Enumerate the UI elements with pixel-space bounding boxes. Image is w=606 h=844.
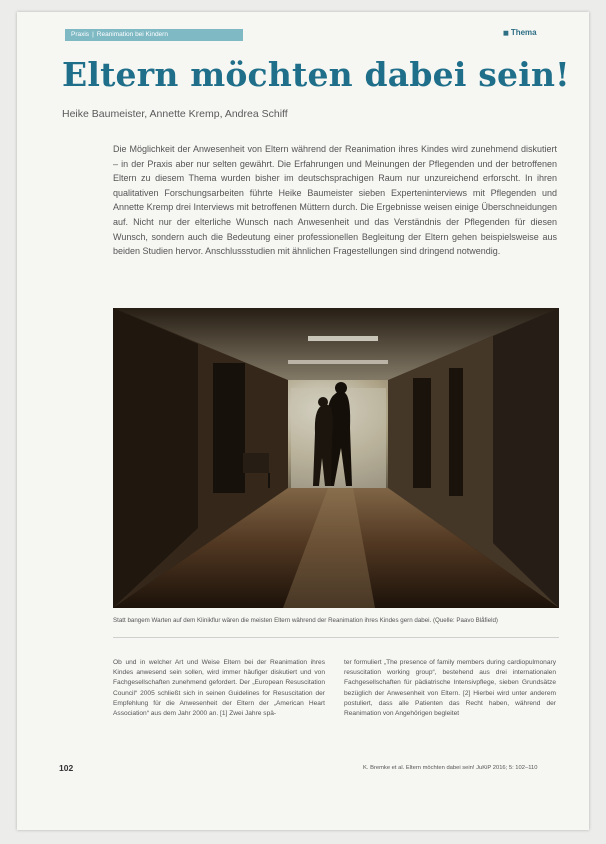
topic-label xyxy=(503,28,537,37)
topic-text: Thema xyxy=(510,28,537,37)
section-tag[interactable]: Praxis | Reanimation bei Kindern xyxy=(65,29,243,41)
article-abstract: Die Möglichkeit der Anwesenheit von Eltern während der Reanimation ihres Kindes wird zunehmend diskutiert – in der Praxis aber nur selten gewährt. Die Erfahrungen und Meinungen der Pflegenden und der betroffenen Eltern zu diesem Thema wurden bisher im deutschsprachigen Raum nur unzureichend erforscht. In ihren qualitativen Forschungsarbeiten führte Heike Baumeister sieben Experteninterviews mit Pflegenden und Annette Kremp drei Interviews mit betroffenen Müttern durch. Die Ergebnisse weisen einige Überschneidungen auf. Nicht nur der elterliche Wunsch nach Anwesenheit und das Verständnis der Pflegenden für diesen Wunsch, sondern auch die Bedeutung einer professionellen Begleitung der Eltern gehen beispielsweise aus beiden Studien hervor. Anschlussstudien mit ähnlichen Fragestellungen sind dringend notwendig. xyxy=(113,144,557,257)
article-authors: Heike Baumeister, Annette Kremp, Andrea Schiff xyxy=(62,108,288,120)
section-sub-label: Reanimation bei Kindern xyxy=(96,31,168,38)
photo-caption: Statt bangem Warten auf dem Klinikflur wären die meisten Eltern während der Reanimation ihres Kindes gern dabei. (Quelle: Paavo Blåfield) xyxy=(113,617,498,624)
section-label: Praxis xyxy=(71,31,90,38)
hospital-corridor-photo xyxy=(113,308,559,608)
body-column-right: ter formuliert „The presence of family members during cardiopulmonary resuscitation working group“, bestehend aus drei internationalen Fachgesellschaften für pädiatrische Intensivpflege, sieben Grundsätze bezüglich der Anwesenheit von Eltern. [2] Hierbei wird unter anderem postuliert, dass alle Patienten das Recht haben, während der Reanimation von Angehörigen begleitet xyxy=(344,659,556,718)
square-bullet-icon: ◼ xyxy=(503,30,509,37)
page-number: 102 xyxy=(59,763,74,773)
body-column-left: Ob und in welcher Art und Weise Eltern bei der Reanimation ihres Kindes anwesend sein sollen, wird immer häufiger diskutiert und von Fachgesellschaften zunehmend gefordert. Der „European Resuscitation Council“ 2005 schließt sich in seinen Guidelines for Resuscitation der Empfehlung für die Anwesenheit der Eltern der „American Heart Association“ aus dem Jahr 2000 an. [1] Zwei Jahre spä- xyxy=(113,659,325,718)
caption-divider xyxy=(113,637,559,638)
article-page xyxy=(17,12,589,830)
citation-footer: K. Bremke et al. Eltern möchten dabei sein! JuKiP 2016; 5: 102–110 xyxy=(363,765,538,771)
article-title: Eltern möchten dabei sein! xyxy=(62,55,570,94)
